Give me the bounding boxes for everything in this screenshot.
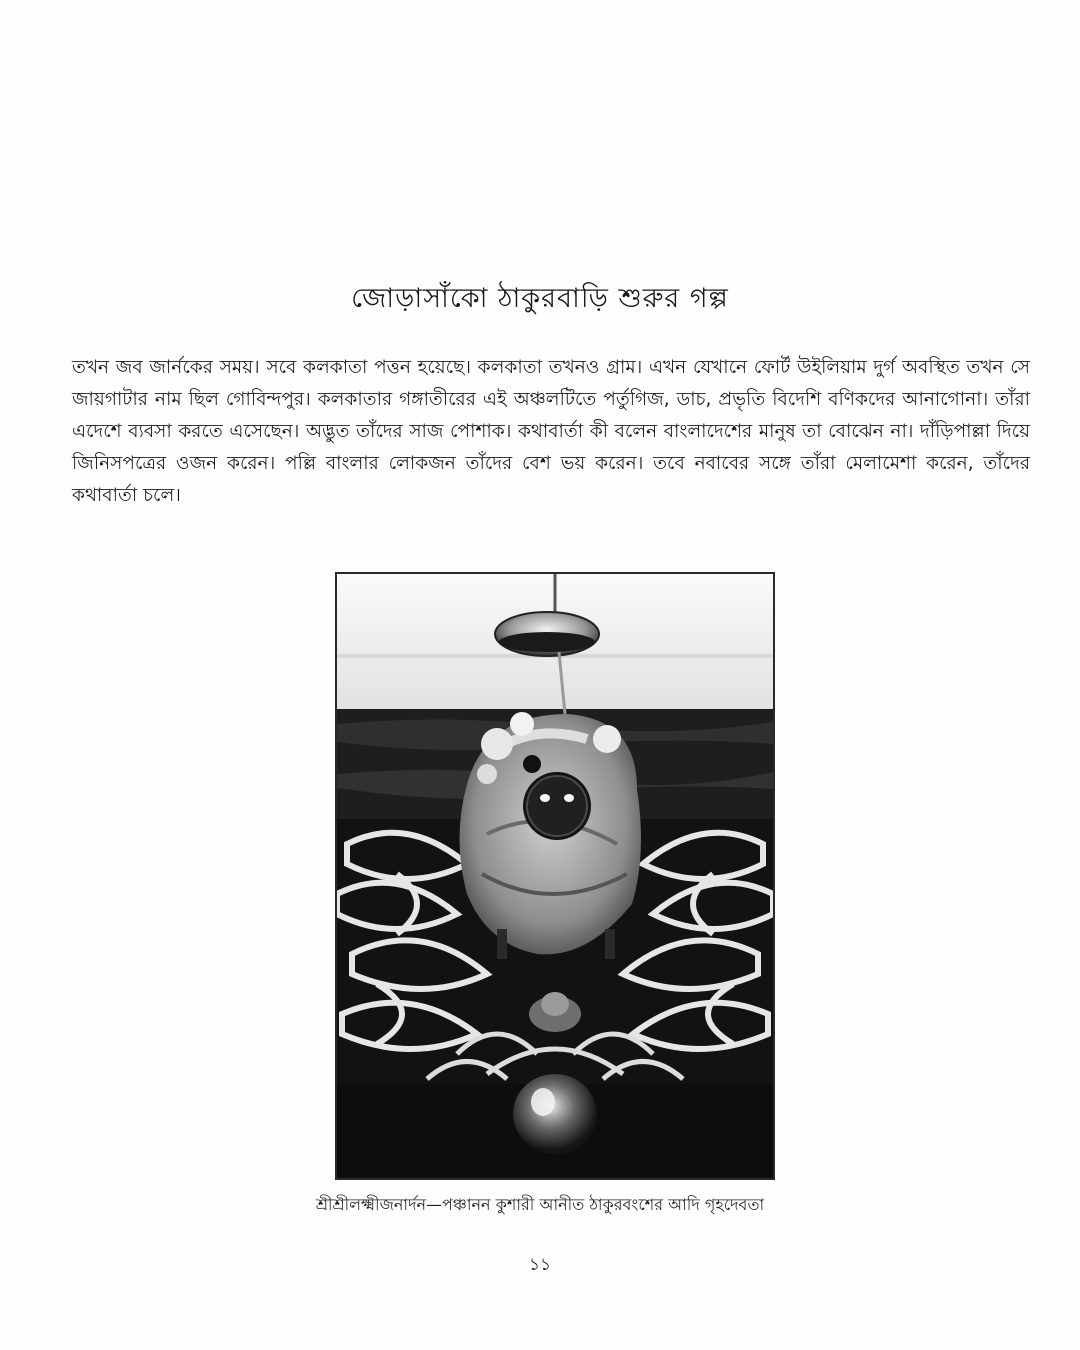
figure-caption: শ্রীশ্রীলক্ষ্মীজনার্দন—পঞ্চানন কুশারী আনীত ঠাকুরবংশের আদি গৃহদেবতা <box>315 1195 765 1214</box>
body-paragraph: তখন জব জার্নকের সময়। সবে কলকাতা পত্তন হয়েছে। কলকাতা তখনও গ্রাম। এখন যেখানে ফোর্ট উইলিয়াম দুর্গ অবস্থিত তখন সে জায়গাটার নাম ছিল গোবিন্দপুর। কলকাতার গঙ্গাতীরের এই অঞ্চলটিতে পর্তুগিজ, ডাচ, প্রভৃতি বিদেশি বণিকদের আনাগোনা। তাঁরা এদেশে ব্যবসা করতে এসেছেন। অদ্ভুত তাঁদের সাজ পোশাক। কথাবার্তা কী বলেন বাংলাদেশের মানুষ তা বোঝেন না। দাঁড়িপাল্লা দিয়ে জিনিসপত্রের ওজন করেন। পল্লি বাংলার লোকজন তাঁদের বেশ ভয় করেন। তবে নবাবের সঙ্গে তাঁরা মেলামেশা করেন, তাঁদের কথাবার্তা চলে। <box>72 357 1030 506</box>
deity-photograph <box>335 572 775 1180</box>
page-number: ১১ <box>528 1255 552 1275</box>
chapter-title: জোড়াসাঁকো ঠাকুরবাড়ি শুরুর গল্প <box>351 283 729 314</box>
photograph-artwork <box>337 574 773 1178</box>
